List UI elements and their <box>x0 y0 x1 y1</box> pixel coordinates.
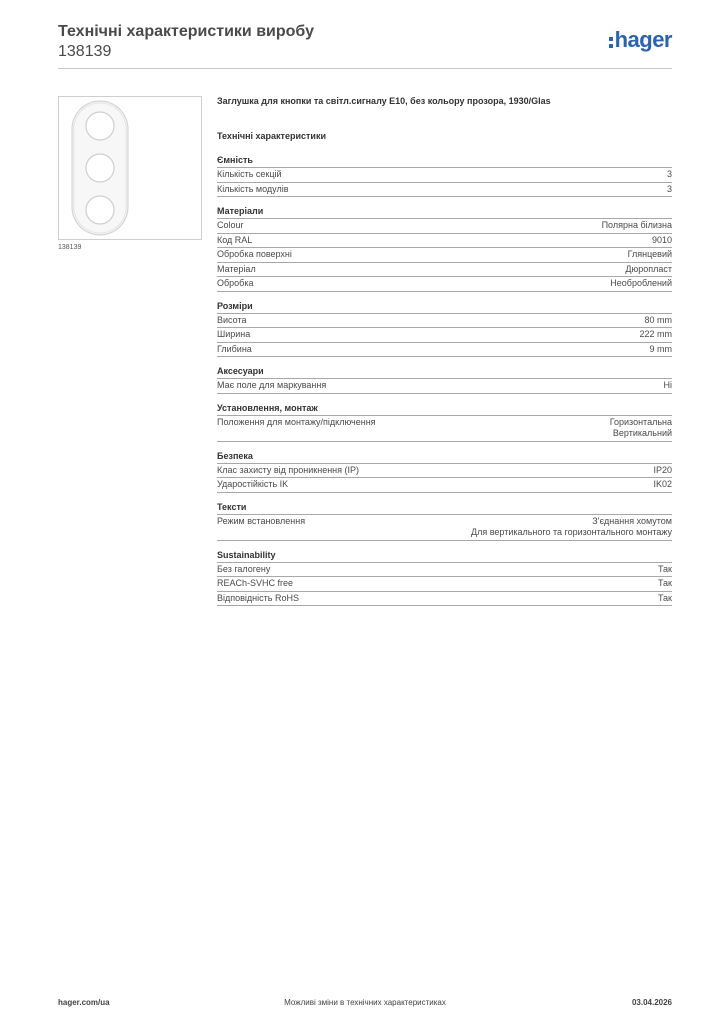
footer-disclaimer: Можливі зміни в технічних характеристиках <box>284 998 446 1007</box>
spec-row <box>217 183 672 198</box>
spec-group-title: Ємність <box>217 154 672 168</box>
spec-value: З'єднання хомутом Для вертикального та горизонтального монтажу <box>470 515 672 537</box>
spec-value: 3 <box>666 169 672 179</box>
product-description: Заглушка для кнопки та світл.сигналу E10, без кольору прозора, 1930/Glas <box>217 96 551 106</box>
spec-group-title: Аксесуари <box>217 365 672 379</box>
spec-row <box>217 343 672 358</box>
spec-value: Необроблений <box>610 278 672 288</box>
spec-group <box>217 300 672 358</box>
spec-value: 9 mm <box>649 343 672 354</box>
spec-group <box>217 365 672 394</box>
spec-value: Горизонтальна Вертикальний <box>609 416 672 438</box>
spec-label: Висота <box>217 314 247 325</box>
spec-value: 3 <box>666 183 672 194</box>
footer-website-link[interactable]: hager.com/ua <box>58 998 110 1007</box>
spec-value: 222 mm <box>639 329 672 339</box>
spec-label: Глибина <box>217 343 252 354</box>
spec-group-title: Тексти <box>217 501 672 515</box>
spec-row <box>217 277 672 292</box>
spec-value: IP20 <box>653 464 672 475</box>
logo-colon-icon <box>609 37 613 48</box>
spec-group-title: Sustainability <box>217 549 672 563</box>
spec-label: REACh-SVHC free <box>217 578 294 588</box>
spec-row <box>217 314 672 329</box>
spec-row <box>217 168 672 183</box>
spec-group <box>217 205 672 292</box>
spec-groups <box>217 154 672 606</box>
spec-row <box>217 379 672 394</box>
cover-plate-image <box>59 97 201 239</box>
spec-group-title: Розміри <box>217 300 672 314</box>
spec-label: Має поле для маркування <box>217 380 327 390</box>
header-divider <box>58 68 672 69</box>
spec-label: Colour <box>217 220 244 230</box>
image-caption: 138139 <box>58 244 82 251</box>
spec-group <box>217 501 672 541</box>
spec-label: Відповідність RoHS <box>217 592 299 603</box>
page-header <box>58 22 672 62</box>
spec-row <box>217 328 672 343</box>
spec-row <box>217 592 672 607</box>
spec-label: Кількість секцій <box>217 169 282 179</box>
spec-value: Глянцевий <box>627 249 672 259</box>
spec-value: Дюропласт <box>625 263 672 274</box>
spec-value: 9010 <box>651 234 672 245</box>
spec-label: Режим встановлення <box>217 515 306 526</box>
spec-row <box>217 577 672 592</box>
spec-content <box>217 95 672 614</box>
spec-group-title: Установлення, монтаж <box>217 402 672 416</box>
spec-row <box>217 515 672 541</box>
spec-value: Ні <box>663 380 672 390</box>
spec-group-title: Матеріали <box>217 205 672 219</box>
spec-label: Код RAL <box>217 234 253 245</box>
spec-row <box>217 464 672 479</box>
spec-row <box>217 416 672 442</box>
spec-label: Кількість модулів <box>217 183 289 194</box>
spec-label: Матеріал <box>217 263 256 274</box>
footer-date: 03.04.2026 <box>631 998 672 1007</box>
spec-value: 80 mm <box>644 314 672 325</box>
spec-row <box>217 248 672 263</box>
spec-value: Полярна білизна <box>601 220 672 230</box>
spec-label: Без галогену <box>217 563 271 574</box>
spec-group <box>217 549 672 607</box>
spec-group-title: Безпека <box>217 450 672 464</box>
spec-label: Ударостійкість IK <box>217 479 289 489</box>
spec-label: Клас захисту від проникнення (IP) <box>217 464 360 475</box>
product-code: 138139 <box>58 43 112 60</box>
spec-value: Так <box>657 592 672 603</box>
spec-label: Ширина <box>217 329 251 339</box>
logo-text: hager <box>614 27 672 52</box>
spec-row <box>217 478 672 493</box>
spec-row <box>217 219 672 234</box>
spec-group <box>217 402 672 442</box>
spec-label: Положення для монтажу/підключення <box>217 416 376 427</box>
spec-section-heading: Технічні характеристики <box>217 131 326 141</box>
hager-logo <box>609 28 672 52</box>
spec-row <box>217 263 672 278</box>
page-title: Технічні характеристики виробу <box>58 23 314 40</box>
spec-value: Так <box>657 578 672 588</box>
spec-value: IK02 <box>653 479 672 489</box>
spec-group <box>217 154 672 197</box>
product-image <box>58 96 202 240</box>
spec-row <box>217 234 672 249</box>
spec-label: Обробка поверхні <box>217 249 292 259</box>
spec-row <box>217 563 672 578</box>
spec-group <box>217 450 672 493</box>
spec-value: Так <box>657 563 672 574</box>
spec-label: Обробка <box>217 278 254 288</box>
